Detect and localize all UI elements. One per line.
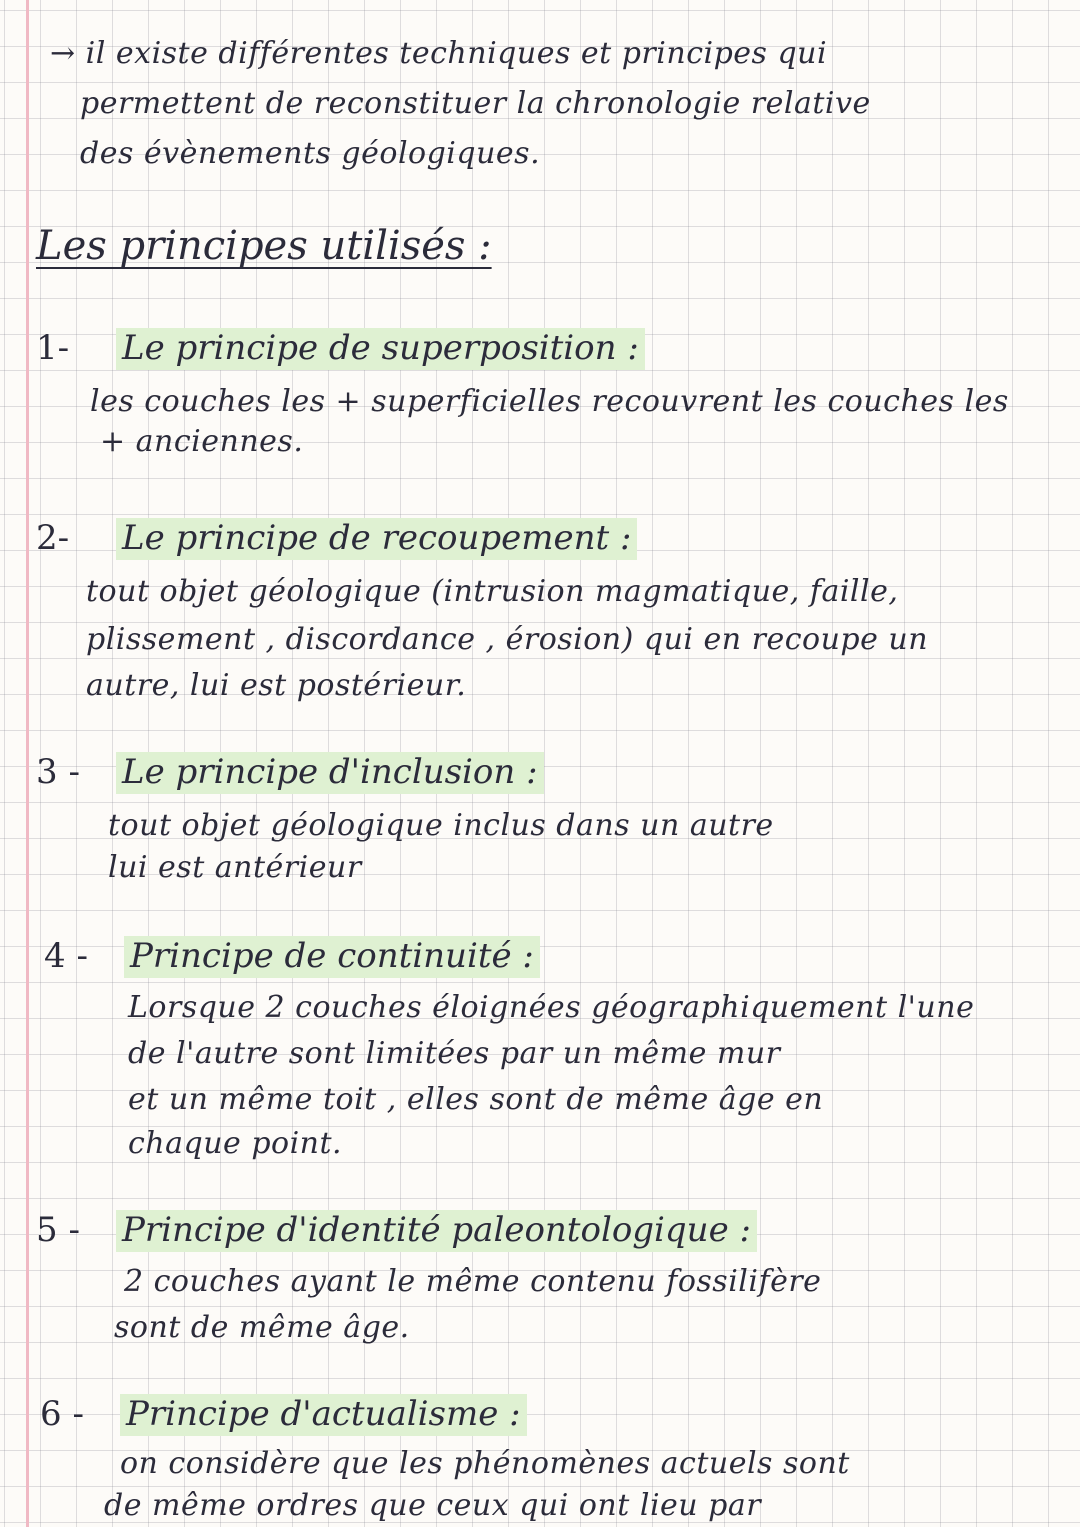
principle-5-line-1: 2 couches ayant le même contenu fossilifère [124,1264,822,1299]
principle-3-line-1: tout objet géologique inclus dans un autre [108,808,774,843]
principle-1-heading [36,328,645,368]
principle-2-title: Le principe de recoupement : [116,518,637,560]
principle-1-line-2: + anciennes. [100,424,304,459]
principle-6-title: Principe d'actualisme : [120,1394,527,1436]
principle-1-line-1: les couches les + superficielles recouvrent les couches les [90,384,1009,419]
principle-5-line-2: sont de même âge. [114,1310,410,1345]
intro-line-1: → il existe différentes techniques et principes qui [50,36,828,71]
principle-2-line-3: autre, lui est postérieur. [86,668,467,703]
principle-4-heading [44,936,540,976]
principle-2-heading [36,518,637,558]
principle-5-title: Principe d'identité paleontologique : [116,1210,757,1252]
principle-4-line-2: de l'autre sont limitées par un même mur [128,1036,781,1071]
intro-line-3: des évènements géologiques. [80,136,541,171]
principle-3-heading [36,752,544,792]
principle-3-title: Le principe d'inclusion : [116,752,544,794]
principle-5-heading [36,1210,757,1250]
principle-6-heading [40,1394,527,1434]
intro-line-2: permettent de reconstituer la chronologie relative [80,86,871,121]
principle-4-line-1: Lorsque 2 couches éloignées géographiquement l'une [128,990,975,1025]
notebook-margin-line [26,0,29,1527]
principle-4-line-3: et un même toit , elles sont de même âge en [128,1082,824,1117]
principle-2-line-1: tout objet géologique (intrusion magmatique, faille, [86,574,899,609]
principle-6-line-2: de même ordres que ceux qui ont lieu par [104,1488,762,1523]
principle-3-line-2: lui est antérieur [108,850,362,885]
principle-5-number: 5 - [36,1210,80,1250]
principle-1-title: Le principe de superposition : [116,328,645,370]
principle-3-number: 3 - [36,752,80,792]
principle-2-line-2: plissement , discordance , érosion) qui en recoupe un [86,622,929,657]
principle-4-line-4: chaque point. [128,1126,343,1161]
principle-6-line-1: on considère que les phénomènes actuels sont [120,1446,850,1481]
principle-1-number: 1- [36,328,70,368]
principle-4-number: 4 - [44,936,88,976]
principle-4-title: Principe de continuité : [124,936,540,978]
principle-6-number: 6 - [40,1394,84,1434]
principle-2-number: 2- [36,518,70,558]
section-title: Les principes utilisés : [36,223,492,269]
